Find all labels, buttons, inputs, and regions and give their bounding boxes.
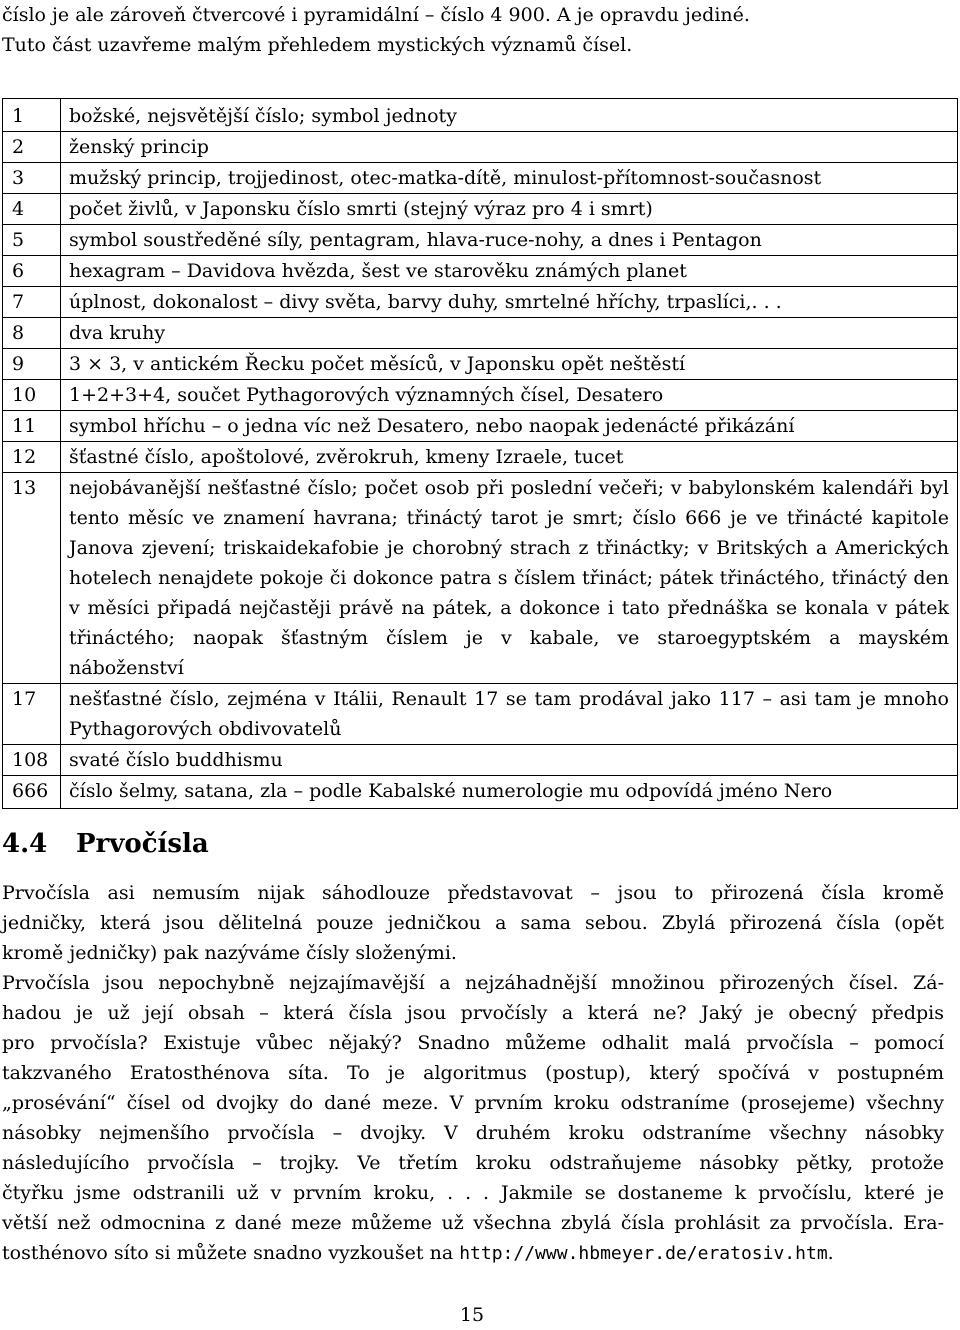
p2-line-3: pro prvočísla? Existuje vůbec nějaký? Snadno můžeme odhalit malá prvočísla – pomocí xyxy=(2,1032,944,1054)
table-row xyxy=(3,473,958,684)
p2-line-10-text: tosthénovo síto si můžete snadno vyzkoušet na xyxy=(2,1242,460,1264)
row-number: 8 xyxy=(3,318,61,349)
p2-line-9: větší než odmocnina z dané meze můžeme už všechna zbylá čísla prohlásit za prvočísla. Era- xyxy=(2,1212,944,1234)
table-row xyxy=(3,380,958,411)
row-meaning: dva kruhy xyxy=(61,318,958,349)
p2-line-8: čtyřku jsme odstranili už v prvním kroku, . . . Jakmile se dostaneme k prvočíslu, které je xyxy=(2,1182,944,1204)
page-number: 15 xyxy=(459,1304,485,1326)
row-meaning: hexagram – Davidova hvězda, šest ve starověku známých planet xyxy=(61,256,958,287)
section-heading xyxy=(2,826,209,862)
intro-paragraph xyxy=(2,0,944,60)
row-number: 3 xyxy=(3,163,61,194)
intro-line-1: číslo je ale zároveň čtvercové i pyramidální – číslo 4 900. A je opravdu jediné. xyxy=(2,4,750,26)
row-number: 666 xyxy=(3,776,61,809)
p2-line-2: hadou je už její obsah – která čísla jsou prvočísly a která ne? Jaký je obecný předpis xyxy=(2,1002,944,1024)
row-number: 11 xyxy=(3,411,61,442)
table-row xyxy=(3,256,958,287)
section-body xyxy=(2,878,944,1268)
row-meaning: svaté číslo buddhismu xyxy=(61,745,958,776)
eratosthenes-sieve-link[interactable]: http://www.hbmeyer.de/eratosiv.htm xyxy=(459,1243,828,1264)
table-row xyxy=(3,442,958,473)
row-meaning: božské, nejsvětější číslo; symbol jednoty xyxy=(61,99,958,132)
section-title: Prvočísla xyxy=(76,829,209,859)
row-number: 9 xyxy=(3,349,61,380)
row-meaning: symbol soustředěné síly, pentagram, hlava-ruce-nohy, a dnes i Pentagon xyxy=(61,225,958,256)
p2-line-10-end: . xyxy=(827,1242,834,1264)
table-row xyxy=(3,349,958,380)
row-number: 2 xyxy=(3,132,61,163)
row-meaning: ženský princip xyxy=(61,132,958,163)
row-number: 4 xyxy=(3,194,61,225)
row-meaning: úplnost, dokonalost – divy světa, barvy duhy, smrtelné hříchy, trpaslíci,. . . xyxy=(61,287,958,318)
table-row xyxy=(3,318,958,349)
row-meaning: nejobávanější nešťastné číslo; počet osob při poslední večeři; v babylonském kalendáři byl tento měsíc ve znamení havrana; třináctý tarot je smrt; číslo 666 je ve třinácté kapitole Janova zjevení; triskaidekafobie je chorobný strach z třináctky; v Britských a Amerických hotelech nenajdete pokoje či dokonce patra s číslem třináct; pátek třináctého, třináctý den v měsíci připadá nejčastěji právě na pátek, a dokonce i tato přednáška se konala v pátek třináctého; naopak šťastným číslem je v kabale, ve staroegyptském a mayském náboženství xyxy=(61,473,958,684)
meanings-table-body xyxy=(3,99,958,809)
p1-line-1: Prvočísla asi nemusím nijak sáhodlouze představovat – jsou to přirozená čísla kromě xyxy=(2,882,944,904)
p2-line-10 xyxy=(2,1238,944,1268)
row-meaning: šťastné číslo, apoštolové, zvěrokruh, kmeny Izraele, tucet xyxy=(61,442,958,473)
row-number: 13 xyxy=(3,473,61,684)
row-meaning: symbol hříchu – o jedna víc než Desatero, nebo naopak jedenácté přikázání xyxy=(61,411,958,442)
intro-line-2: Tuto část uzavřeme malým přehledem mystických významů čísel. xyxy=(2,34,633,56)
row-meaning: 3 × 3, v antickém Řecku počet měsíců, v Japonsku opět neštěstí xyxy=(61,349,958,380)
row-meaning: 1+2+3+4, součet Pythagorových významných čísel, Desatero xyxy=(61,380,958,411)
row-number: 17 xyxy=(3,684,61,745)
table-row xyxy=(3,99,958,132)
row-number: 6 xyxy=(3,256,61,287)
row-number: 108 xyxy=(3,745,61,776)
p2-line-4: takzvaného Eratosthénova síta. To je algoritmus (postup), který spočívá v postupném xyxy=(2,1062,944,1084)
table-row xyxy=(3,411,958,442)
p2-line-1: Prvočísla jsou nepochybně nejzajímavější a nejzáhadnější množinou přirozených čísel. Zá- xyxy=(2,972,944,994)
row-meaning: nešťastné číslo, zejména v Itálii, Renault 17 se tam prodával jako 117 – asi tam je mnoho Pythagorových obdivovatelů xyxy=(61,684,958,745)
p1-line-2: jedničky, která jsou dělitelná pouze jedničkou a sama sebou. Zbylá přirozená čísla (opět xyxy=(2,912,944,934)
p1-line-3: kromě jedničky) pak nazýváme čísly složenými. xyxy=(2,942,457,964)
mystical-meanings-table xyxy=(2,98,958,809)
row-meaning: číslo šelmy, satana, zla – podle Kabalské numerologie mu odpovídá jméno Nero xyxy=(61,776,958,809)
section-number: 4.4 xyxy=(2,829,48,859)
row-meaning: mužský princip, trojjedinost, otec-matka-dítě, minulost-přítomnost-současnost xyxy=(61,163,958,194)
table-row xyxy=(3,776,958,809)
p2-line-6: násobky nejmenšího prvočísla – dvojky. V druhém kroku odstraníme všechny násobky xyxy=(2,1122,944,1144)
row-meaning: počet živlů, v Japonsku číslo smrti (stejný výraz pro 4 i smrt) xyxy=(61,194,958,225)
row-number: 7 xyxy=(3,287,61,318)
table-row xyxy=(3,163,958,194)
table-row xyxy=(3,287,958,318)
table-row xyxy=(3,194,958,225)
row-number: 5 xyxy=(3,225,61,256)
table-row xyxy=(3,132,958,163)
table-row xyxy=(3,745,958,776)
row-number: 10 xyxy=(3,380,61,411)
p2-line-7: následujícího prvočísla – trojky. Ve třetím kroku odstraňujeme násobky pětky, protože xyxy=(2,1152,944,1174)
row-number: 12 xyxy=(3,442,61,473)
table-row xyxy=(3,225,958,256)
p2-line-5: „prosévání“ čísel od dvojky do dané meze. V prvním kroku odstraníme (prosejeme) všechny xyxy=(2,1092,944,1114)
table-row xyxy=(3,684,958,745)
row-number: 1 xyxy=(3,99,61,132)
